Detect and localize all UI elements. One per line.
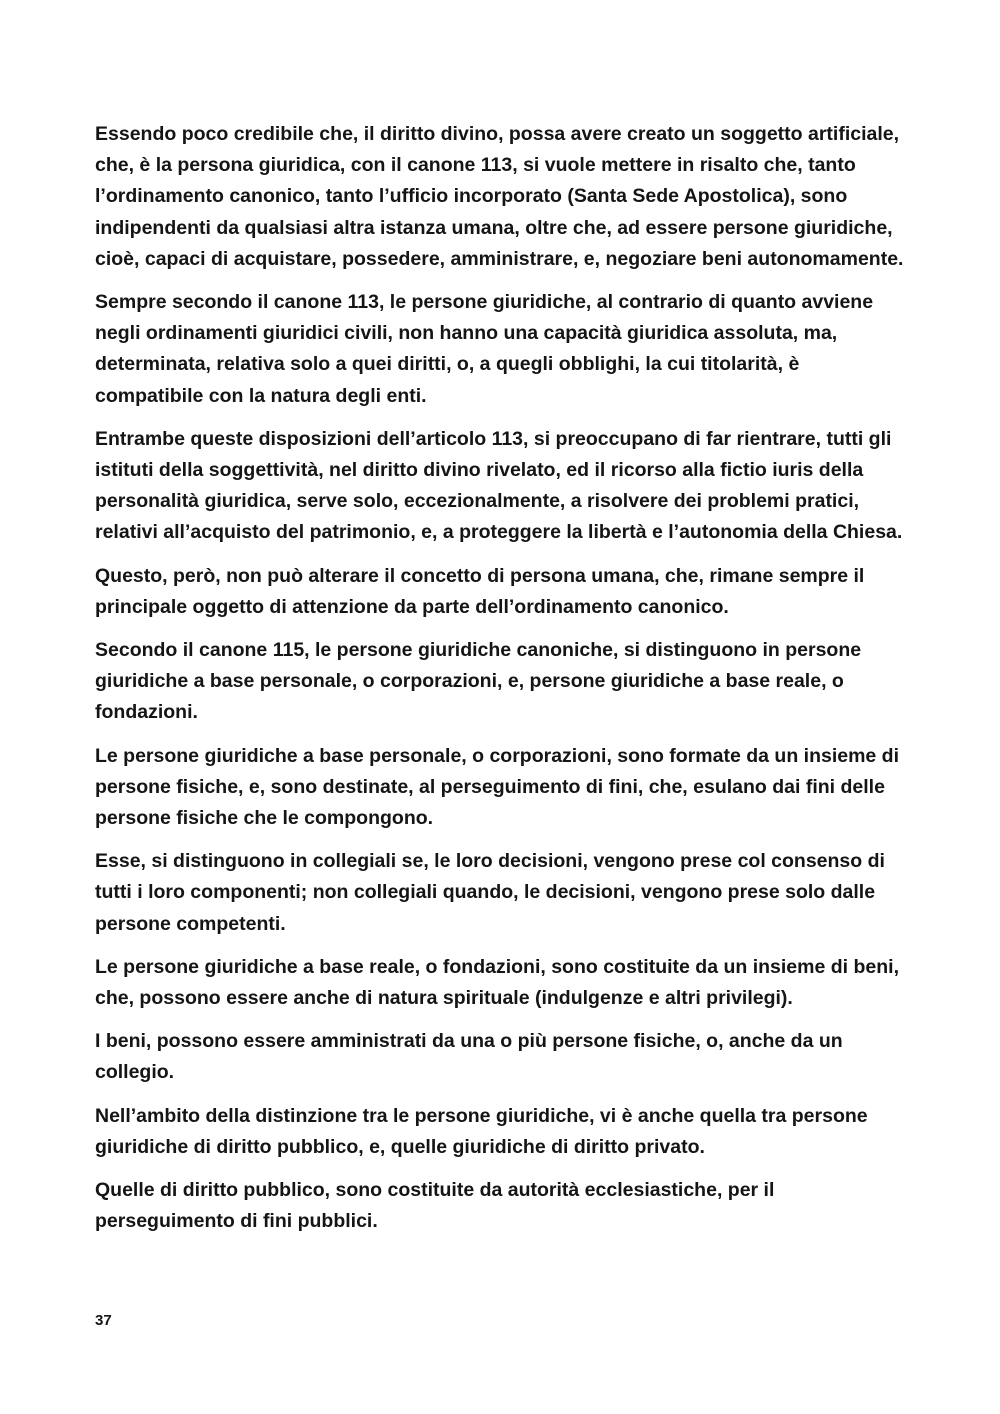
paragraph: Esse, si distinguono in collegiali se, le loro decisioni, vengono prese col consenso di tutti i loro componenti; non collegiali quando, le decisioni, vengono prese solo dalle persone competenti.	[95, 850, 885, 935]
paragraph: Entrambe queste disposizioni dell’articolo 113, si preoccupano di far rientrare, tutti gli istituti della soggettività, nel diritto divino rivelato, ed il ricorso alla fictio iuris della personalità giuridica, serve solo, eccezionalmente, a risolvere dei problemi pratici, relativi all’acquisto del patrimonio, e, a proteggere la libertà e l’autonomia della Chiesa.	[95, 427, 903, 544]
paragraph: Sempre secondo il canone 113, le persone giuridiche, al contrario di quanto avviene negli ordinamenti giuridici civili, non hanno una capacità giuridica assoluta, ma, determinata, relativa solo a quei diritti, o, a quegli obblighi, la cui titolarità, è compatibile con la natura degli enti.	[95, 291, 874, 407]
paragraph: Secondo il canone 115, le persone giuridiche canoniche, si distinguono in persone giuridiche a base personale, o corporazioni, e, persone giuridiche a base reale, o fondazioni.	[95, 639, 862, 724]
paragraph: Essendo poco credibile che, il diritto divino, possa avere creato un soggetto artificiale, che, è la persona giuridica, con il canone 113, si vuole mettere in risalto che, tanto l’ordinamento canonico, tanto l’ufficio incorporato (Santa Sede Apostolica), sono indipendenti da qualsiasi altra istanza umana, oltre che, ad essere persone giuridiche, cioè, capaci di acquistare, possedere, amministrare, e, negoziare beni autonomamente.	[95, 123, 904, 270]
text-body	[95, 119, 907, 1250]
paragraph: I beni, possono essere amministrati da una o più persone fisiche, o, anche da un collegio.	[95, 1030, 843, 1084]
page-number: 37	[95, 1312, 112, 1329]
paragraph: Nell’ambito della distinzione tra le persone giuridiche, vi è anche quella tra persone giuridiche di diritto pubblico, e, quelle giuridiche di diritto privato.	[95, 1104, 868, 1158]
paragraph: Quelle di diritto pubblico, sono costituite da autorità ecclesiastiche, per il perseguimento di fini pubblici.	[95, 1179, 775, 1233]
paragraph: Questo, però, non può alterare il concetto di persona umana, che, rimane sempre il principale oggetto di attenzione da parte dell’ordinamento canonico.	[95, 564, 865, 618]
paragraph: Le persone giuridiche a base personale, o corporazioni, sono formate da un insieme di persone fisiche, e, sono destinate, al perseguimento di fini, che, esulano dai fini delle persone fisiche che le compongono.	[95, 744, 900, 830]
paragraph: Le persone giuridiche a base reale, o fondazioni, sono costituite da un insieme di beni, che, possono essere anche di natura spirituale (indulgenze e altri privilegi).	[95, 955, 899, 1010]
